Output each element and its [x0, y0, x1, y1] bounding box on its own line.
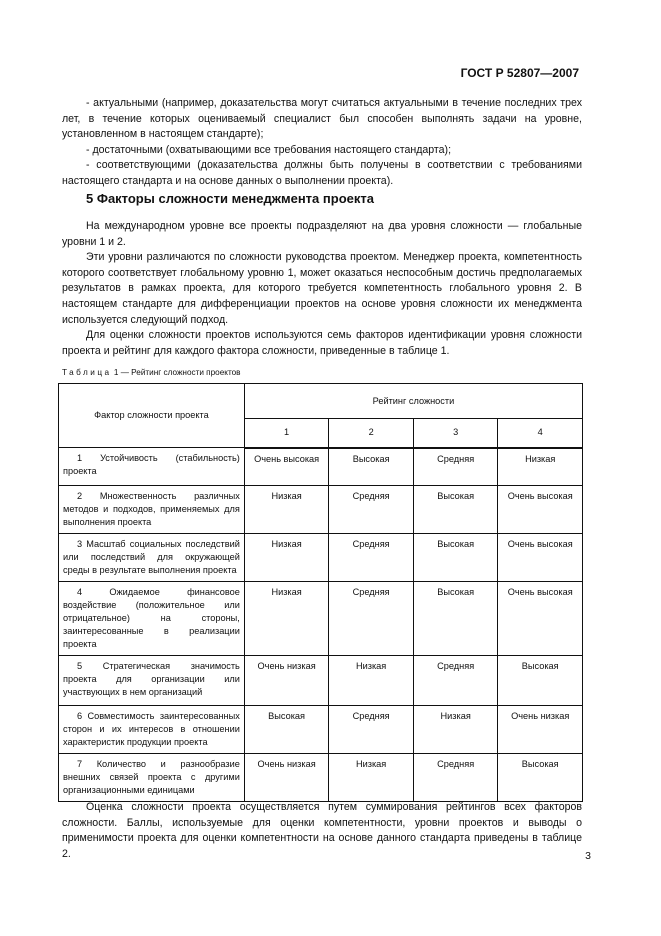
rating-cell: Средняя [329, 486, 414, 534]
requirements-list [62, 96, 582, 190]
rating-cell: Высокая [413, 534, 498, 582]
rating-cell: Средняя [413, 656, 498, 706]
table-row [59, 754, 583, 802]
table-row [59, 656, 583, 706]
table-row [59, 582, 583, 656]
rating-cell: Низкая [244, 582, 329, 656]
rating-cell: Высокая [244, 706, 329, 754]
rating-cell: Низкая [244, 534, 329, 582]
level-header: 2 [329, 419, 414, 448]
section-title: 5 Факторы сложности менеджмента проекта [86, 191, 374, 206]
rating-cell: Средняя [329, 534, 414, 582]
paragraph: Оценка сложности проекта осуществляется путем суммирования рейтингов всех факторов сложности. Баллы, используемые для оценки компетентности, уровни проектов и выводы о применимости проекта для оценки компетентности на основе данного стандарта приведены в таблице 2. [62, 801, 582, 860]
rating-cell: Высокая [413, 582, 498, 656]
rating-cell: Низкая [413, 706, 498, 754]
rating-cell: Высокая [329, 448, 414, 486]
paragraph: На международном уровне все проекты подразделяют на два уровня сложности — глобальные уровни 1 и 2. [62, 220, 582, 248]
list-item: - соответствующими (доказательства должны быть получены в соответствии с требованиями настоящего стандарта и на основе данных о выполнении проекта). [62, 159, 582, 187]
rating-cell: Высокая [498, 754, 583, 802]
table-row [59, 706, 583, 754]
paragraph: Эти уровни различаются по сложности руководства проектом. Менеджер проекта, компетентность которого соответствует глобальному уровню 1, может оказаться неспособным достичь предполагаемых результатов в рамках проекта, для которого требуется компетентность глобального уровня 2. В настоящем стандарте для дифференциации проектов на основе уровня сложности их менеджмента используется следующий подход. [62, 251, 582, 326]
rating-cell: Низкая [244, 486, 329, 534]
factor-text: 7 Количество и разнообразие внешних связей проекта с другими организационными единицами [63, 759, 240, 795]
rating-cell: Очень высокая [498, 582, 583, 656]
rating-cell: Низкая [498, 448, 583, 486]
factor-cell [59, 448, 245, 486]
level-header: 4 [498, 419, 583, 448]
rating-cell: Очень высокая [244, 448, 329, 486]
factor-text: 2 Множественность различных методов и подходов, применяемых для выполнения проекта [63, 491, 240, 527]
rating-cell: Низкая [329, 656, 414, 706]
rating-cell: Очень высокая [498, 486, 583, 534]
rating-cell: Высокая [498, 656, 583, 706]
rating-cell: Очень низкая [244, 656, 329, 706]
factor-cell [59, 706, 245, 754]
paragraph: Для оценки сложности проектов используются семь факторов идентификации уровня сложности проекта и рейтинг для каждого фактора сложности, приведенные в таблице 1. [62, 329, 582, 357]
rating-cell: Очень низкая [498, 706, 583, 754]
factor-cell [59, 486, 245, 534]
page-number: 3 [585, 850, 591, 862]
factor-cell [59, 534, 245, 582]
section-body [62, 219, 582, 359]
rating-cell: Очень высокая [498, 534, 583, 582]
complexity-rating-table [58, 383, 583, 802]
caption-label: Таблица [62, 368, 112, 377]
list-item: - актуальными (например, доказательства могут считаться актуальными в течение последних трех лет, в течение которых оцениваемый специалист был способен выполнять задачи на уровне, установленном в настоящем стандарте); [62, 97, 582, 141]
factor-text: 4 Ожидаемое финансовое воздействие (положительное или отрицательное) на стороны, заинтересованные в реализации проекта [63, 587, 240, 649]
caption-text: 1 — Рейтинг сложности проектов [113, 368, 241, 377]
factor-header: Фактор сложности проекта [59, 384, 245, 448]
factor-cell [59, 582, 245, 656]
table-row [59, 448, 583, 486]
rating-cell: Средняя [413, 448, 498, 486]
rating-cell: Средняя [329, 582, 414, 656]
list-item: - достаточными (охватывающими все требования настоящего стандарта); [86, 143, 452, 156]
factor-text: 3 Масштаб социальных последствий или последствий для окружающей среды в результате выполнения проекта [63, 539, 240, 575]
rating-cell: Высокая [413, 486, 498, 534]
level-header: 1 [244, 419, 329, 448]
rating-cell: Очень низкая [244, 754, 329, 802]
factor-text: 6 Совместимость заинтересованных сторон и их интересов в отношении характеристик продукции проекта [63, 711, 240, 747]
table-row [59, 486, 583, 534]
footer-paragraph [62, 800, 582, 862]
factor-cell [59, 754, 245, 802]
rating-cell: Низкая [329, 754, 414, 802]
factor-text: 1 Устойчивость (стабильность) проекта [63, 453, 240, 476]
standard-header: ГОСТ Р 52807—2007 [460, 66, 579, 80]
level-header: 3 [413, 419, 498, 448]
rating-cell: Средняя [413, 754, 498, 802]
factor-cell [59, 656, 245, 706]
rating-header: Рейтинг сложности [244, 384, 582, 419]
factor-text: 5 Стратегическая значимость проекта для организации или участвующих в нем организаций [63, 661, 240, 697]
table-caption [62, 368, 241, 377]
table-row [59, 534, 583, 582]
rating-cell: Средняя [329, 706, 414, 754]
